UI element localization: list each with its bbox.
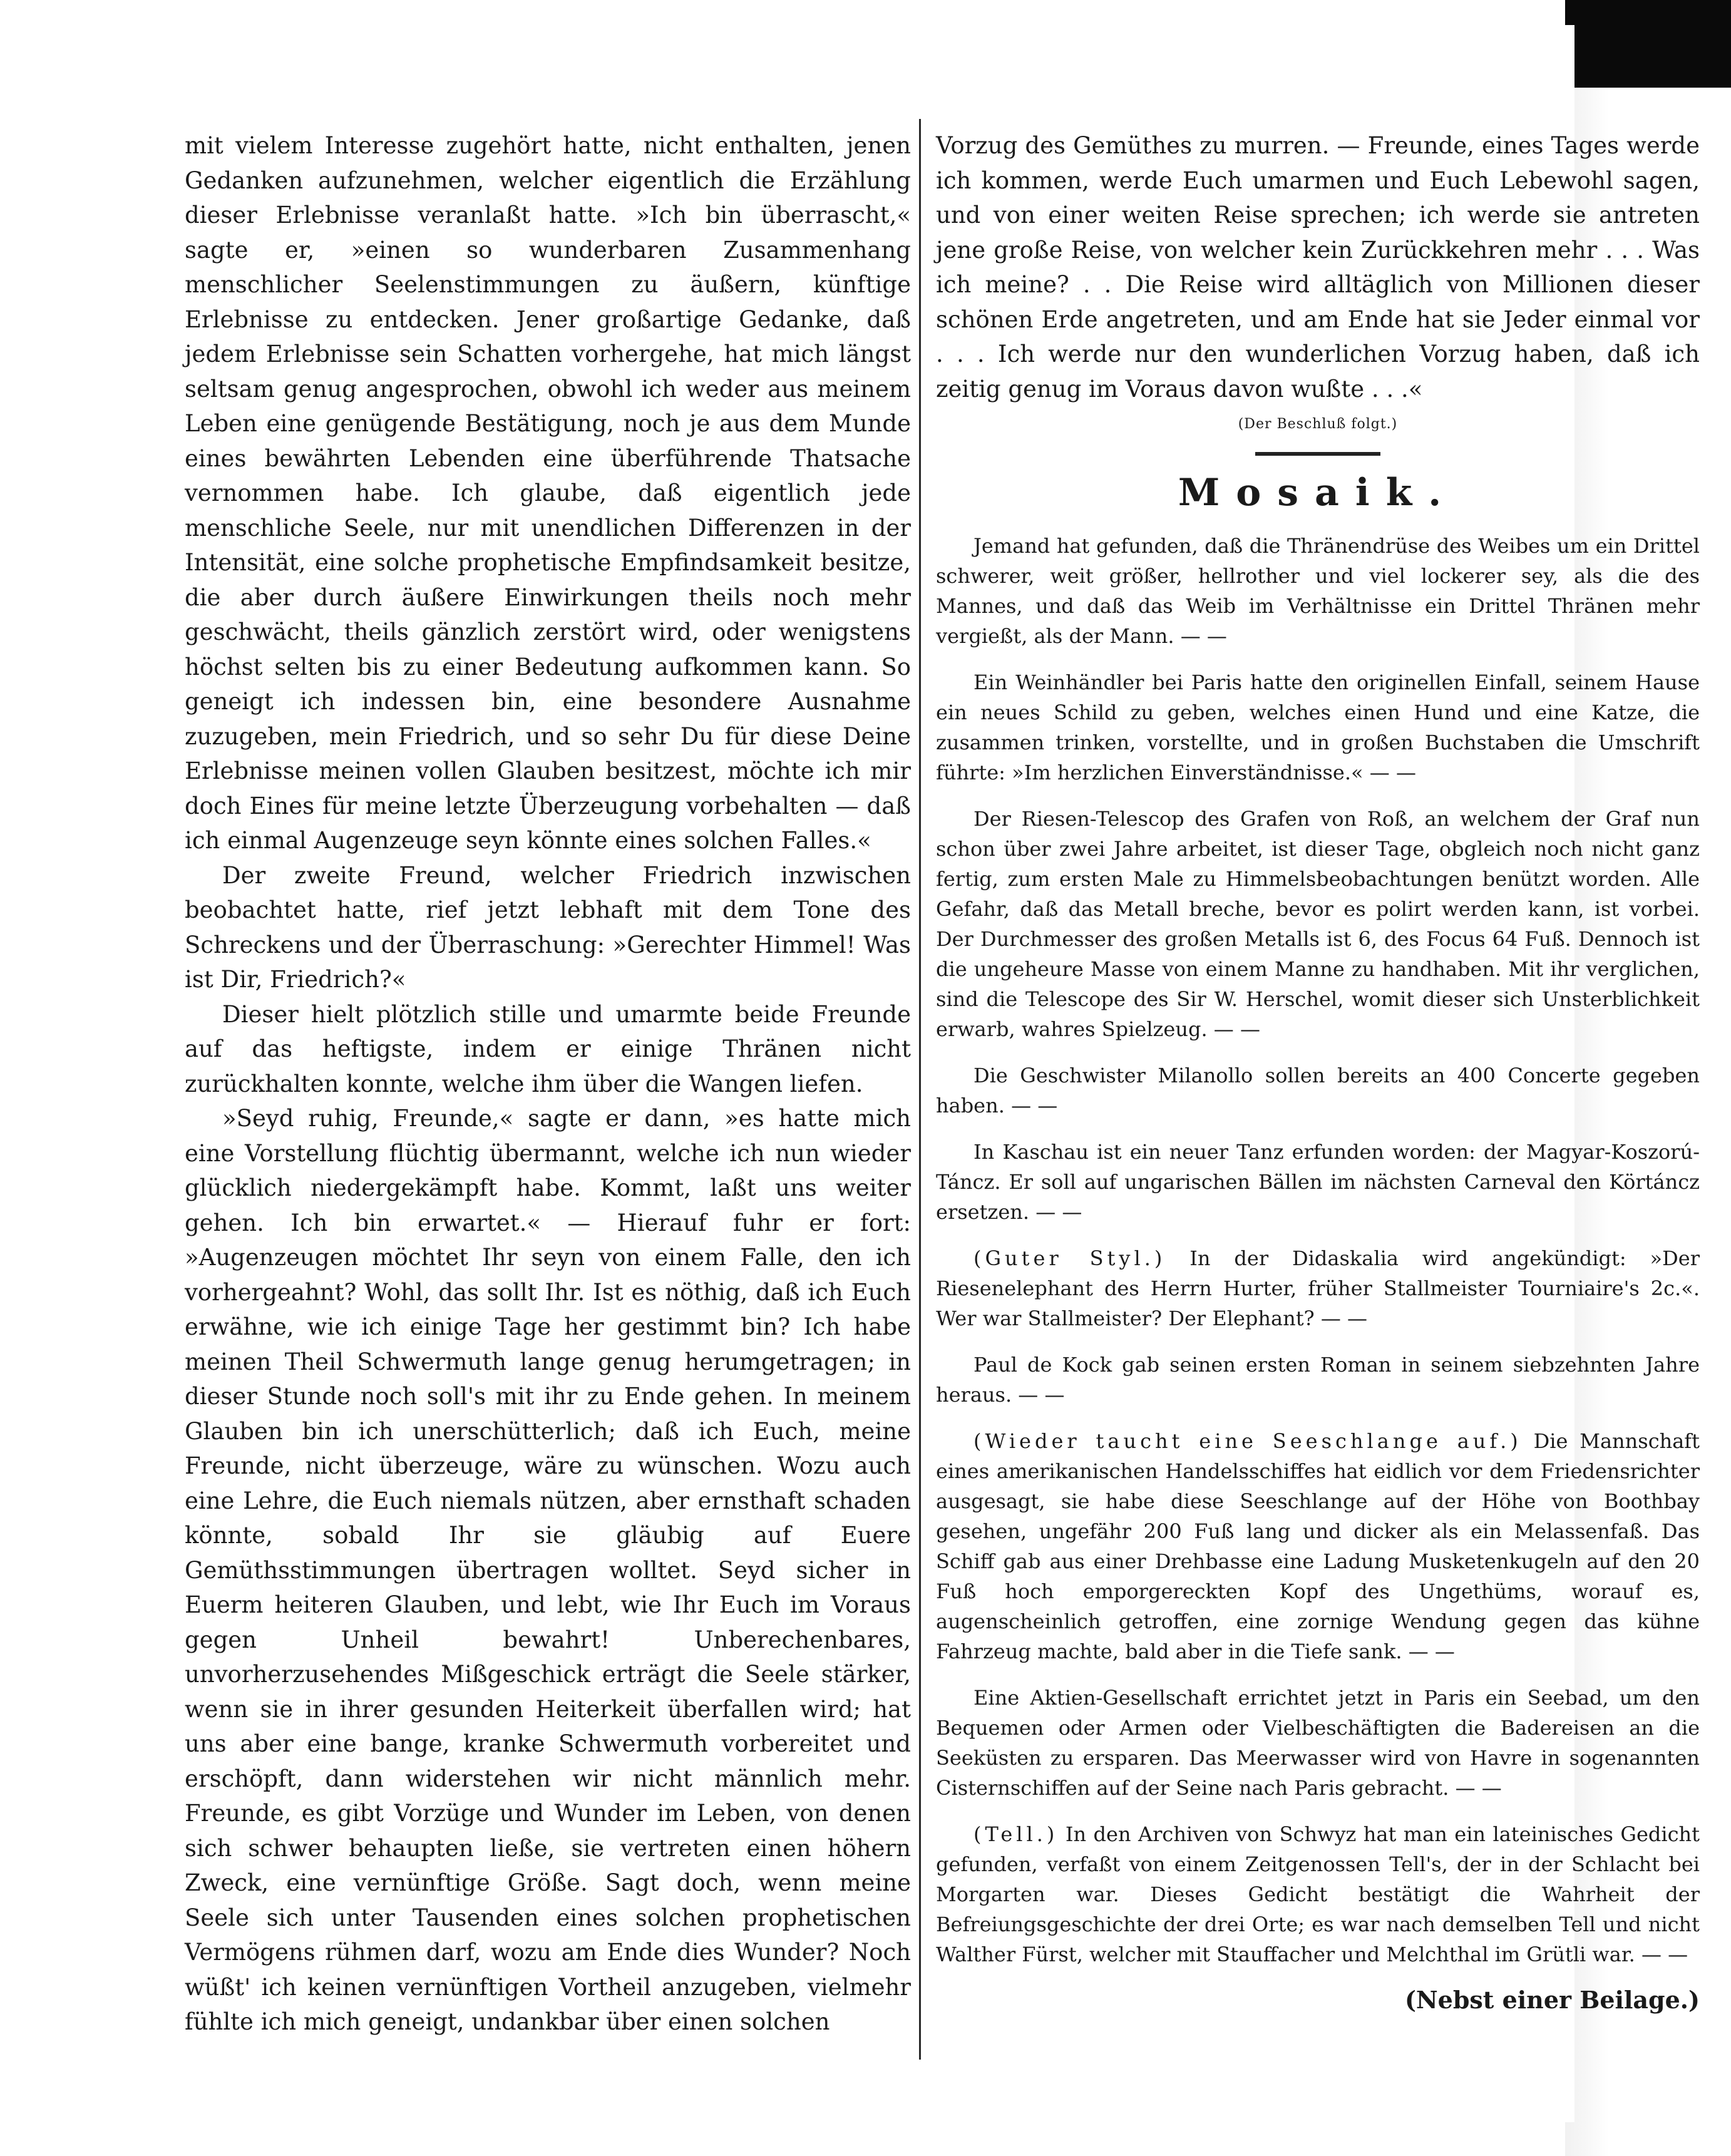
left-column <box>185 128 911 2040</box>
mosaik-item: Die Geschwister Milanollo sollen bereits an 400 Concerte gegeben haben. — — <box>936 1064 1700 1117</box>
supplement-note: (Nebst einer Beilage.) <box>1404 1986 1700 2014</box>
story-conclusion: Vorzug des Gemüthes zu murren. — Freunde, eines Tages werde ich kommen, werde Euch umarmen und Euch Lebewohl sagen, und von einer weiten Reise sprechen; ich werde sie antreten jene große Reise, von welcher kein Zurückkehren mehr . . . Was ich meine? . . Die Reise wird alltäglich von Millionen dieser schönen Erde angetreten, und am Ende hat sie Jeder einmal vor . . . Ich werde nur den wunderlichen Vorzug haben, daß ich zeitig genug im Voraus davon wußte . . .« <box>936 132 1700 403</box>
right-column <box>936 128 1700 2014</box>
mosaik-item: (Guter Styl.) In der Didaskalia wird angekündigt: »Der Riesenelephant des Herrn Hurter, früher Stallmeister Tourniaire's 2c.«. Wer war Stallmeister? Der Elephant? — — <box>936 1246 1700 1330</box>
mosaik-item: Eine Aktien-Gesellschaft errichtet jetzt in Paris ein Seebad, um den Bequemen oder Armen oder Vielbeschäftigten die Badereisen an die Seeküsten zu ersparen. Das Meerwasser wird von Havre in sogenannten Cisternschiffen auf der Seine nach Paris gebracht. — — <box>936 1686 1700 1800</box>
mosaik-item: In Kaschau ist ein neuer Tanz erfunden worden: der Magyar-Koszorú-Táncz. Er soll auf ungarischen Bällen im nächsten Carneval den Körtáncz ersetzen. — — <box>936 1140 1700 1224</box>
mosaik-item: (Tell.) In den Archiven von Schwyz hat man ein lateinisches Gedicht gefunden, verfaßt von einem Zeitgenossen Tell's, der in der Schlacht bei Morgarten war. Dieses Gedicht bestätigt die Wahrheit der Befreiungsgeschichte der drei Orte; es war nach demselben Tell und nicht Walther Fürst, welcher mit Stauffacher und Melchthal im Grütli war. — — <box>936 1822 1700 1966</box>
item-lead: (Tell.) <box>973 1822 1059 1846</box>
section-title: Mosaik. <box>1178 471 1458 515</box>
mosaik-item: Jemand hat gefunden, daß die Thränendrüse des Weibes um ein Drittel schwerer, weit größer, hellrother und viel lockerer sey, als die des Mannes, und daß das Weib im Verhältnisse ein Drittel Thränen mehr vergießt, als der Mann. — — <box>936 534 1700 648</box>
item-lead: (Wieder taucht eine Seeschlange auf.) <box>973 1429 1522 1453</box>
story-paragraph: »Seyd ruhig, Freunde,« sagte er dann, »es hatte mich eine Vorstellung flüchtig übermannt, welche ich nun wieder glücklich niedergekämpft habe. Kommt, laßt uns weiter gehen. Ich bin erwartet.« — Hierauf fuhr er fort: »Augenzeugen möchtet Ihr seyn von einem Falle, den ich vorhergeahnt? Wohl, das sollt Ihr. Ist es nöthig, daß ich Euch erwähne, wie ich einige Tage her gestimmt bin? Ich habe meinen Theil Schwermuth lange genug herumgetragen; in dieser Stunde noch soll's mit ihr zu Ende gehen. In meinem Glauben bin ich unerschütterlich; daß ich Euch, meine Freunde, nicht überzeuge, wäre zu wünschen. Wozu auch eine Lehre, die Euch niemals nützen, aber ernsthaft schaden könnte, sobald Ihr sie gläubig auf Euere Gemüthsstimmungen übertragen wolltet. Seyd sicher in Euerm heiteren Glauben, und lebt, wie Ihr Euch im Voraus gegen Unheil bewahrt! Unberechenbares, unvorherzusehendes Mißgeschick erträgt die Seele stärker, wenn sie in ihrer gesunden Heiterkeit überfallen wird; hat uns aber eine bange, kranke Schwermuth vorbereitet und erschöpft, dann widerstehen wir nicht männlich mehr. Freunde, es gibt Vorzüge und Wunder im Leben, von denen sich schwer behaupten ließe, sie vertreten einen höhern Zweck, eine vernünftige Größe. Sagt doch, wenn meine Seele sich unter Tausenden eines solchen prophetischen Vermögens rühmen darf, wozu am Ende dies Wunder? Noch wüßt' ich keinen vernünftigen Vortheil anzugeben, vielmehr fühlte ich mich geneigt, undankbar über einen solchen <box>185 1105 911 2035</box>
column-divider <box>919 119 921 2060</box>
mosaik-item: Ein Weinhändler bei Paris hatte den originellen Einfall, seinem Hause ein neues Schild zu geben, welches einen Hund und eine Katze, die zusammen trinken, vorstellte, und in großen Buchstaben die Umschrift führte: »Im herzlichen Einverständnisse.« — — <box>936 670 1700 784</box>
section-rule <box>1255 452 1380 456</box>
mosaik-item: (Wieder taucht eine Seeschlange auf.) Die Mannschaft eines amerikanischen Handelsschiffes hat eidlich vor dem Friedensrichter ausgesagt, sie habe diese Seeschlange auf der Höhe von Boothbay gesehen, ungefähr 200 Fuß lang und dicker als ein Melassenfaß. Das Schiff gab aus einer Drehbasse eine Ladung Musketenkugeln auf den 20 Fuß hoch emporgereckten Kopf des Ungethüms, worauf es, augenscheinlich getroffen, eine zornige Wendung gegen das kühne Fahrzeug machte, bald aber in die Tiefe sank. — — <box>936 1429 1700 1663</box>
item-lead: (Guter Styl.) <box>973 1246 1166 1270</box>
scan-black-corner <box>1565 0 1731 88</box>
continued-note: (Der Beschluß folgt.) <box>1238 416 1398 432</box>
mosaik-item: Der Riesen-Telescop des Grafen von Roß, an welchem der Graf nun schon über zwei Jahre arbeitet, ist dieser Tage, obgleich noch nicht ganz fertig, zum ersten Male zu Himmelsbeobachtungen benützt worden. Alle Gefahr, daß das Metall breche, bevor es polirt werden kann, ist vorbei. Der Durchmesser des großen Metalls ist 6, des Focus 64 Fuß. Dennoch ist die ungeheure Masse von einem Manne zu handhaben. Mit ihr verglichen, sind die Telescope des Sir W. Herschel, womit dieser sich Unsterblichkeit erwarb, wahres Spielzeug. — — <box>936 807 1700 1041</box>
newspaper-page <box>157 25 1700 2122</box>
story-paragraph: mit vielem Interesse zugehört hatte, nicht enthalten, jenen Gedanken aufzunehmen, welcher eigentlich die Erzählung dieser Erlebnisse veranlaßt hatte. »Ich bin überrascht,« sagte er, »einen so wunderbaren Zusammenhang menschlicher Seelenstimmungen zu äußern, künftige Erlebnisse zu entdecken. Jener großartige Gedanke, daß jedem Erlebnisse sein Schatten vorhergehe, hat mich längst seltsam genug angesprochen, obwohl ich weder aus meinem Leben eine genügende Bestätigung, noch je aus dem Munde eines bewährten Lebenden eine überführende Thatsache vernommen habe. Ich glaube, daß eigentlich jede menschliche Seele, nur mit unendlichen Differenzen in der Intensität, eine solche prophetische Empfindsamkeit besitze, die aber durch äußere Einwirkungen theils noch mehr geschwächt, theils gänzlich zerstört wird, oder wenigstens höchst selten bis zu einer Bedeutung aufkommen kann. So geneigt ich indessen bin, eine besondere Ausnahme zuzugeben, mein Friedrich, und so sehr Du für diese Deine Erlebnisse meinen vollen Glauben besitzest, möchte ich mir doch Eines für meine letzte Überzeugung vorbehalten — daß ich einmal Augenzeuge seyn könnte eines solchen Falles.« <box>185 132 911 854</box>
story-paragraph: Dieser hielt plötzlich stille und umarmte beide Freunde auf das heftigste, indem er einige Thränen nicht zurückhalten konnte, welche ihm über die Wangen liefen. <box>185 1000 911 1097</box>
story-paragraph: Der zweite Freund, welcher Friedrich inzwischen beobachtet hatte, rief jetzt lebhaft mit dem Tone des Schreckens und der Überraschung: »Gerechter Himmel! Was ist Dir, Friedrich?« <box>185 861 911 993</box>
mosaik-item: Paul de Kock gab seinen ersten Roman in seinem siebzehnten Jahre heraus. — — <box>936 1353 1700 1407</box>
